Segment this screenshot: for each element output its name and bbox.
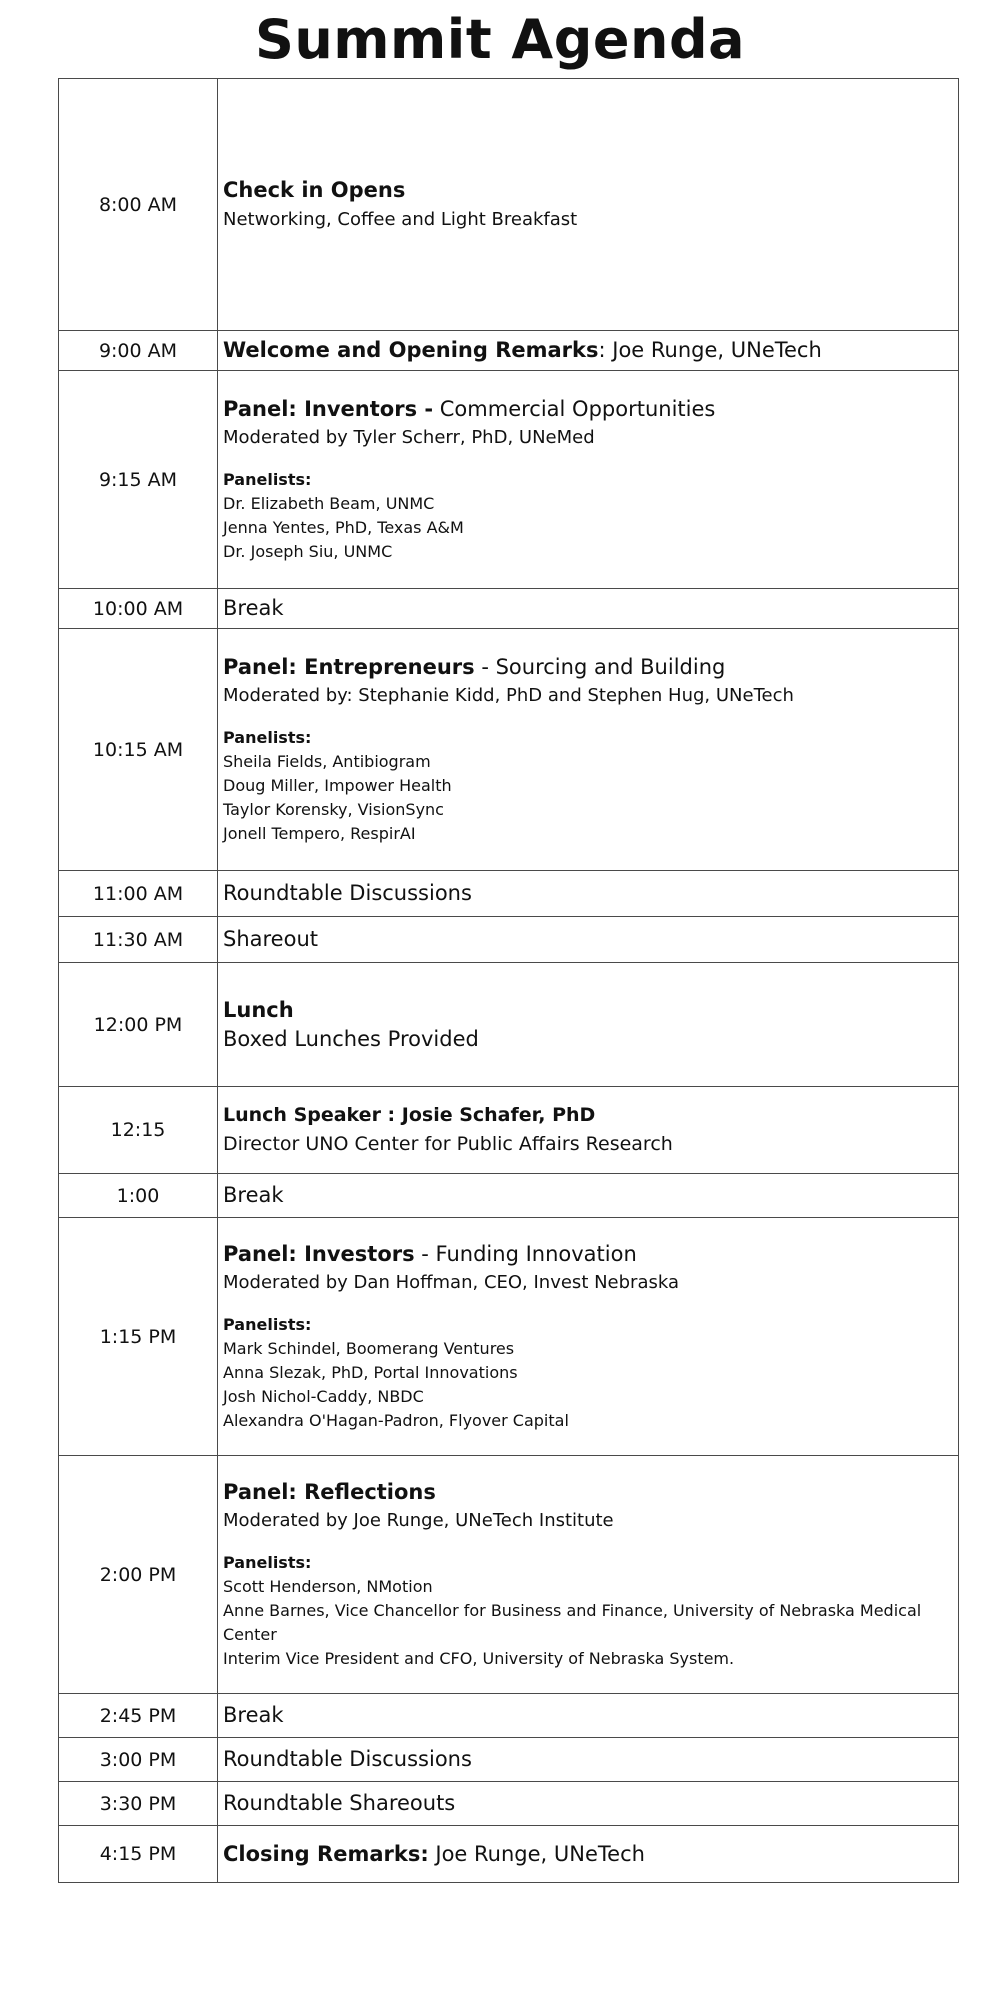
row-description xyxy=(218,963,959,1087)
panel-moderator: Moderated by Dan Hoffman, CEO, Invest Nebraska xyxy=(223,1272,680,1293)
panel-moderator: Moderated by: Stephanie Kidd, PhD and Stephen Hug, UNeTech xyxy=(223,685,794,706)
panel-topic: - Sourcing and Building xyxy=(474,655,726,679)
panel-moderator: Moderated by Joe Runge, UNeTech Institute xyxy=(223,1510,614,1531)
panelist: Josh Nichol-Caddy, NBDC xyxy=(223,1387,424,1406)
row-description: Roundtable Discussions xyxy=(218,1738,959,1782)
row-time: 12:15 xyxy=(59,1087,218,1174)
panelists-label: Panelists: xyxy=(223,1553,312,1572)
agenda-row xyxy=(59,79,959,331)
row-time: 10:15 AM xyxy=(59,629,218,871)
row-description xyxy=(218,1456,959,1694)
row-time: 1:15 PM xyxy=(59,1218,218,1456)
agenda-row xyxy=(59,917,959,963)
panelist: Jonell Tempero, RespirAI xyxy=(223,824,416,843)
agenda-table xyxy=(58,78,959,1883)
panelist: Scott Henderson, NMotion xyxy=(223,1577,433,1596)
session-title: Check in Opens xyxy=(223,177,406,202)
panelist: Anna Slezak, PhD, Portal Innovations xyxy=(223,1363,518,1382)
panel-title: Panel: Reflections xyxy=(223,1480,436,1504)
agenda-row xyxy=(59,1087,959,1174)
session-subtitle: Boxed Lunches Provided xyxy=(223,1026,479,1051)
panelist: Alexandra O'Hagan-Padron, Flyover Capital xyxy=(223,1411,569,1430)
agenda-row xyxy=(59,1694,959,1738)
panelists-label: Panelists: xyxy=(223,728,312,747)
row-description xyxy=(218,1218,959,1456)
row-description xyxy=(218,79,959,331)
row-description: Break xyxy=(218,1694,959,1738)
session-subtitle: Director UNO Center for Public Affairs Research xyxy=(223,1133,673,1155)
row-description: Roundtable Discussions xyxy=(218,871,959,917)
session-title: Closing Remarks: xyxy=(223,1841,429,1866)
row-time: 2:45 PM xyxy=(59,1694,218,1738)
agenda-row xyxy=(59,1456,959,1694)
panelist: Doug Miller, Impower Health xyxy=(223,776,452,795)
row-description xyxy=(218,629,959,871)
session-title: Lunch Speaker : Josie Schafer, PhD xyxy=(223,1104,596,1126)
panelist: Jenna Yentes, PhD, Texas A&M xyxy=(223,518,464,537)
panelist: Taylor Korensky, VisionSync xyxy=(223,800,444,819)
row-time: 11:30 AM xyxy=(59,917,218,963)
session-detail: : Joe Runge, UNeTech xyxy=(598,338,822,362)
agenda-row xyxy=(59,629,959,871)
row-description xyxy=(218,331,959,371)
row-time: 2:00 PM xyxy=(59,1456,218,1694)
row-time: 8:00 AM xyxy=(59,79,218,331)
session-title: Welcome and Opening Remarks xyxy=(223,338,599,362)
session-subtitle: Networking, Coffee and Light Breakfast xyxy=(223,208,578,230)
panel-topic: - Funding Innovation xyxy=(414,1242,637,1266)
agenda-row xyxy=(59,1174,959,1218)
row-time: 9:15 AM xyxy=(59,371,218,589)
agenda-row xyxy=(59,371,959,589)
row-time: 10:00 AM xyxy=(59,589,218,629)
panelist: Anne Barnes, Vice Chancellor for Business and Finance, University of Nebraska Medical Center xyxy=(223,1601,922,1644)
agenda-row xyxy=(59,871,959,917)
row-time: 12:00 PM xyxy=(59,963,218,1087)
row-description: Roundtable Shareouts xyxy=(218,1782,959,1826)
panelist: Mark Schindel, Boomerang Ventures xyxy=(223,1339,515,1358)
row-time: 9:00 AM xyxy=(59,331,218,371)
agenda-row xyxy=(59,331,959,371)
panelists-label: Panelists: xyxy=(223,1315,312,1334)
row-description: Break xyxy=(218,1174,959,1218)
panelist: Dr. Elizabeth Beam, UNMC xyxy=(223,494,435,513)
panelist: Dr. Joseph Siu, UNMC xyxy=(223,542,393,561)
agenda-row xyxy=(59,963,959,1087)
session-detail: Joe Runge, UNeTech xyxy=(428,1841,645,1866)
row-description xyxy=(218,371,959,589)
row-time: 4:15 PM xyxy=(59,1826,218,1883)
row-description: Shareout xyxy=(218,917,959,963)
panelist: Interim Vice President and CFO, University of Nebraska System. xyxy=(223,1649,735,1668)
panel-title: Panel: Entrepreneurs xyxy=(223,655,475,679)
row-description: Break xyxy=(218,589,959,629)
panel-topic: Commercial Opportunities xyxy=(433,397,716,421)
row-time: 11:00 AM xyxy=(59,871,218,917)
row-time: 3:30 PM xyxy=(59,1782,218,1826)
panel-title: Panel: Investors xyxy=(223,1242,415,1266)
row-time: 3:00 PM xyxy=(59,1738,218,1782)
agenda-row xyxy=(59,589,959,629)
agenda-row xyxy=(59,1826,959,1883)
panel-title: Panel: Inventors - xyxy=(223,397,434,421)
agenda-row xyxy=(59,1738,959,1782)
page-title: Summit Agenda xyxy=(254,8,746,71)
session-title: Lunch xyxy=(223,997,294,1022)
panelists-label: Panelists: xyxy=(223,470,312,489)
agenda-row xyxy=(59,1218,959,1456)
row-time: 1:00 xyxy=(59,1174,218,1218)
agenda-row xyxy=(59,1782,959,1826)
row-description xyxy=(218,1826,959,1883)
panel-moderator: Moderated by Tyler Scherr, PhD, UNeMed xyxy=(223,427,595,448)
panelist: Sheila Fields, Antibiogram xyxy=(223,752,431,771)
row-description xyxy=(218,1087,959,1174)
